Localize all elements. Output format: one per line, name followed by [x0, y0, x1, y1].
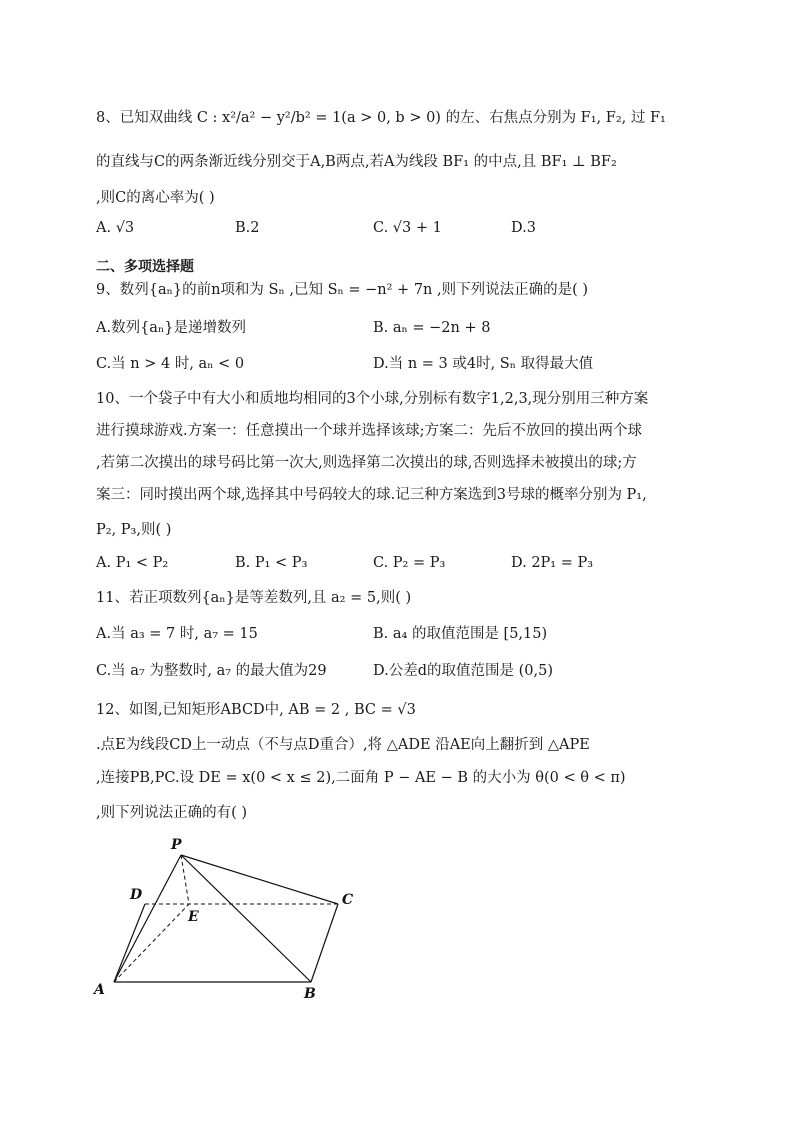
q10-stem-line3: ,若第二次摸出的球号码比第一次大,则选择第二次摸出的球,否则选择未被摸出的球;方 [96, 455, 637, 471]
label-c: C [342, 892, 354, 908]
edge-pb [181, 855, 311, 982]
edge-ae-hidden [114, 904, 189, 982]
label-p: P [171, 837, 182, 853]
section-title: 二、多项选择题 [96, 259, 194, 275]
q10-stem-line5: P₂, P₃,则( ) [96, 522, 172, 538]
edge-bc [311, 904, 338, 982]
edge-ad [114, 904, 145, 982]
q8-option-d: D.3 [511, 220, 536, 236]
q11-option-d: D.公差d的取值范围是 (0,5) [373, 663, 553, 679]
q9-option-d: D.当 n = 3 或4时, Sₙ 取得最大值 [373, 356, 594, 372]
q10-stem-line1: 10、一个袋子中有大小和质地均相同的3个小球,分别标有数字1,2,3,现分别用三种方案 [96, 391, 649, 407]
q11-option-a: A.当 a₃ = 7 时, a₇ = 15 [96, 626, 258, 642]
q12-stem-line1: 12、如图,已知矩形ABCD中, AB = 2 , BC = √3 [96, 702, 416, 718]
q12-stem-line2: .点E为线段CD上一动点（不与点D重合）,将 △ADE 沿AE向上翻折到 △APE [96, 737, 590, 753]
q10-option-c: C. P₂ = P₃ [373, 555, 446, 571]
q9-option-a: A.数列{aₙ}是递增数列 [96, 320, 246, 336]
edge-pa [114, 855, 181, 982]
q8-option-c: C. √3 + 1 [373, 220, 442, 236]
q10-option-b: B. P₁ < P₃ [235, 555, 308, 571]
q9-stem: 9、数列{aₙ}的前n项和为 Sₙ ,已知 Sₙ = −n² + 7n ,则下列说法正确的是( ) [96, 282, 589, 298]
q9-option-b: B. aₙ = −2n + 8 [373, 320, 491, 336]
q8-stem-line3: ,则C的离心率为( ) [96, 190, 215, 206]
q11-stem: 11、若正项数列{aₙ}是等差数列,且 a₂ = 5,则( ) [96, 590, 412, 606]
q12-stem-line4: ,则下列说法正确的有( ) [96, 805, 248, 821]
q11-option-c: C.当 a₇ 为整数时, a₇ 的最大值为29 [96, 663, 327, 679]
q11-option-b: B. a₄ 的取值范围是 [5,15) [373, 626, 548, 642]
q10-option-d: D. 2P₁ = P₃ [511, 555, 594, 571]
q8-stem-line1: 8、已知双曲线 C : x²/a² − y²/b² = 1(a > 0, b > 0) 的左、右焦点分别为 F₁, F₂, 过 F₁ [96, 110, 666, 126]
edge-pc [181, 855, 338, 904]
q8-stem-line2: 的直线与C的两条渐近线分别交于A,B两点,若A为线段 BF₁ 的中点,且 BF₁ ⊥ BF₂ [96, 154, 617, 170]
q8-option-b: B.2 [235, 220, 260, 236]
label-b: B [304, 986, 316, 1002]
q12-stem-line3: ,连接PB,PC.设 DE = x(0 < x ≤ 2),二面角 P − AE − B 的大小为 θ(0 < θ < π) [96, 770, 626, 786]
geometry-figure [90, 830, 360, 1005]
q9-option-c: C.当 n > 4 时, aₙ < 0 [96, 356, 245, 372]
q10-stem-line4: 案三：同时摸出两个球,选择其中号码较大的球.记三种方案选到3号球的概率分别为 P₁, [96, 487, 647, 503]
label-a: A [94, 982, 105, 998]
label-d: D [130, 887, 143, 903]
q8-option-a: A. √3 [96, 220, 135, 236]
q10-option-a: A. P₁ < P₂ [96, 555, 169, 571]
label-e: E [188, 909, 199, 925]
q10-stem-line2: 进行摸球游戏.方案一：任意摸出一个球并选择该球;方案二：先后不放回的摸出两个球 [96, 423, 642, 439]
